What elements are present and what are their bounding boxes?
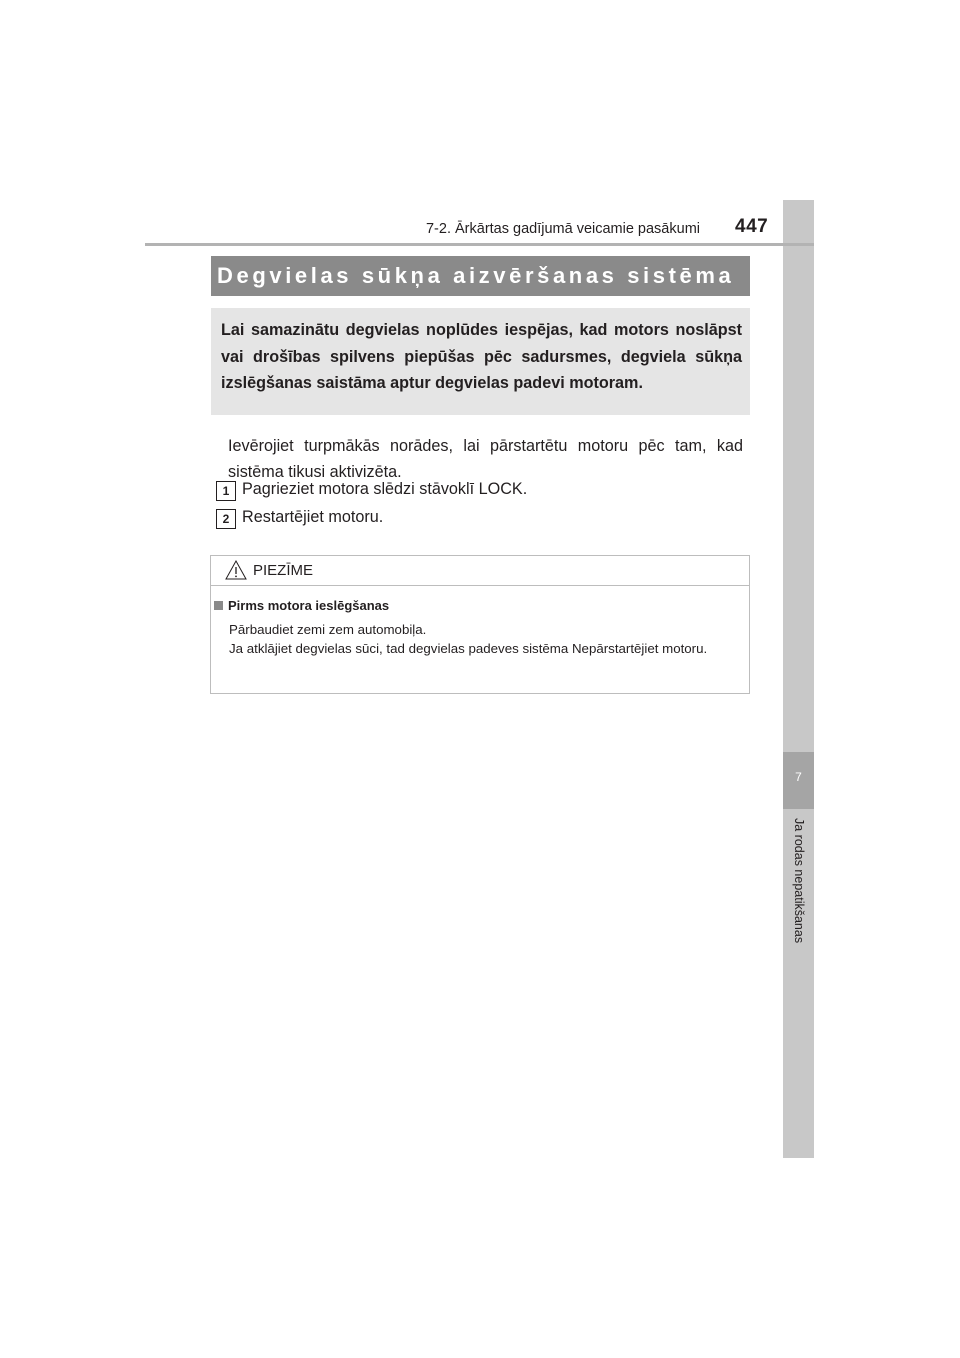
page-number: 447 bbox=[735, 216, 769, 237]
step-number-badge: 1 bbox=[216, 481, 236, 501]
section-title: Degvielas sūkņa aizvēršanas sistēma bbox=[211, 256, 750, 296]
step-text: Restartējiet motoru. bbox=[242, 508, 384, 526]
step-item bbox=[216, 509, 736, 531]
warning-triangle-icon bbox=[225, 560, 247, 580]
chapter-number: 7 bbox=[795, 770, 802, 784]
note-subheading-text: Pirms motora ieslēgšanas bbox=[228, 598, 390, 613]
note-line: Pārbaudiet zemi zem automobiļa. bbox=[229, 622, 427, 637]
chapter-side-tab bbox=[783, 200, 814, 1158]
step-text: Pagrieziet motora slēdzi stāvoklī LOCK. bbox=[242, 480, 528, 498]
note-title: PIEZĪME bbox=[253, 562, 314, 579]
header-divider bbox=[145, 243, 814, 246]
chapter-label: Ja rodas nepatikšanas bbox=[792, 818, 806, 944]
note-box bbox=[210, 555, 750, 694]
intro-text: Lai samazinātu degvielas noplūdes iespējas, kad motors noslāpst vai drošības spilvens piepūšas pēc sadursmes, degviela sūkņa izslēgšanas saistāma aptur degvielas padevi motoram. bbox=[221, 321, 742, 392]
step-number-badge: 2 bbox=[216, 509, 236, 529]
square-bullet-icon bbox=[214, 601, 223, 610]
note-subheading bbox=[214, 598, 389, 613]
note-line: Ja atklājiet degvielas sūci, tad degvielas padeves sistēma Nepārstartējiet motoru. bbox=[229, 641, 708, 656]
step-item bbox=[216, 481, 736, 503]
body-paragraph: Ievērojiet turpmākās norādes, lai pārstartētu motoru pēc tam, kad sistēma tikusi aktivizēta. bbox=[228, 437, 743, 481]
note-header bbox=[211, 556, 749, 586]
intro-box bbox=[211, 308, 750, 415]
header-section-title: 7-2. Ārkārtas gadījumā veicamie pasākumi bbox=[425, 221, 700, 237]
note-body bbox=[229, 620, 740, 658]
